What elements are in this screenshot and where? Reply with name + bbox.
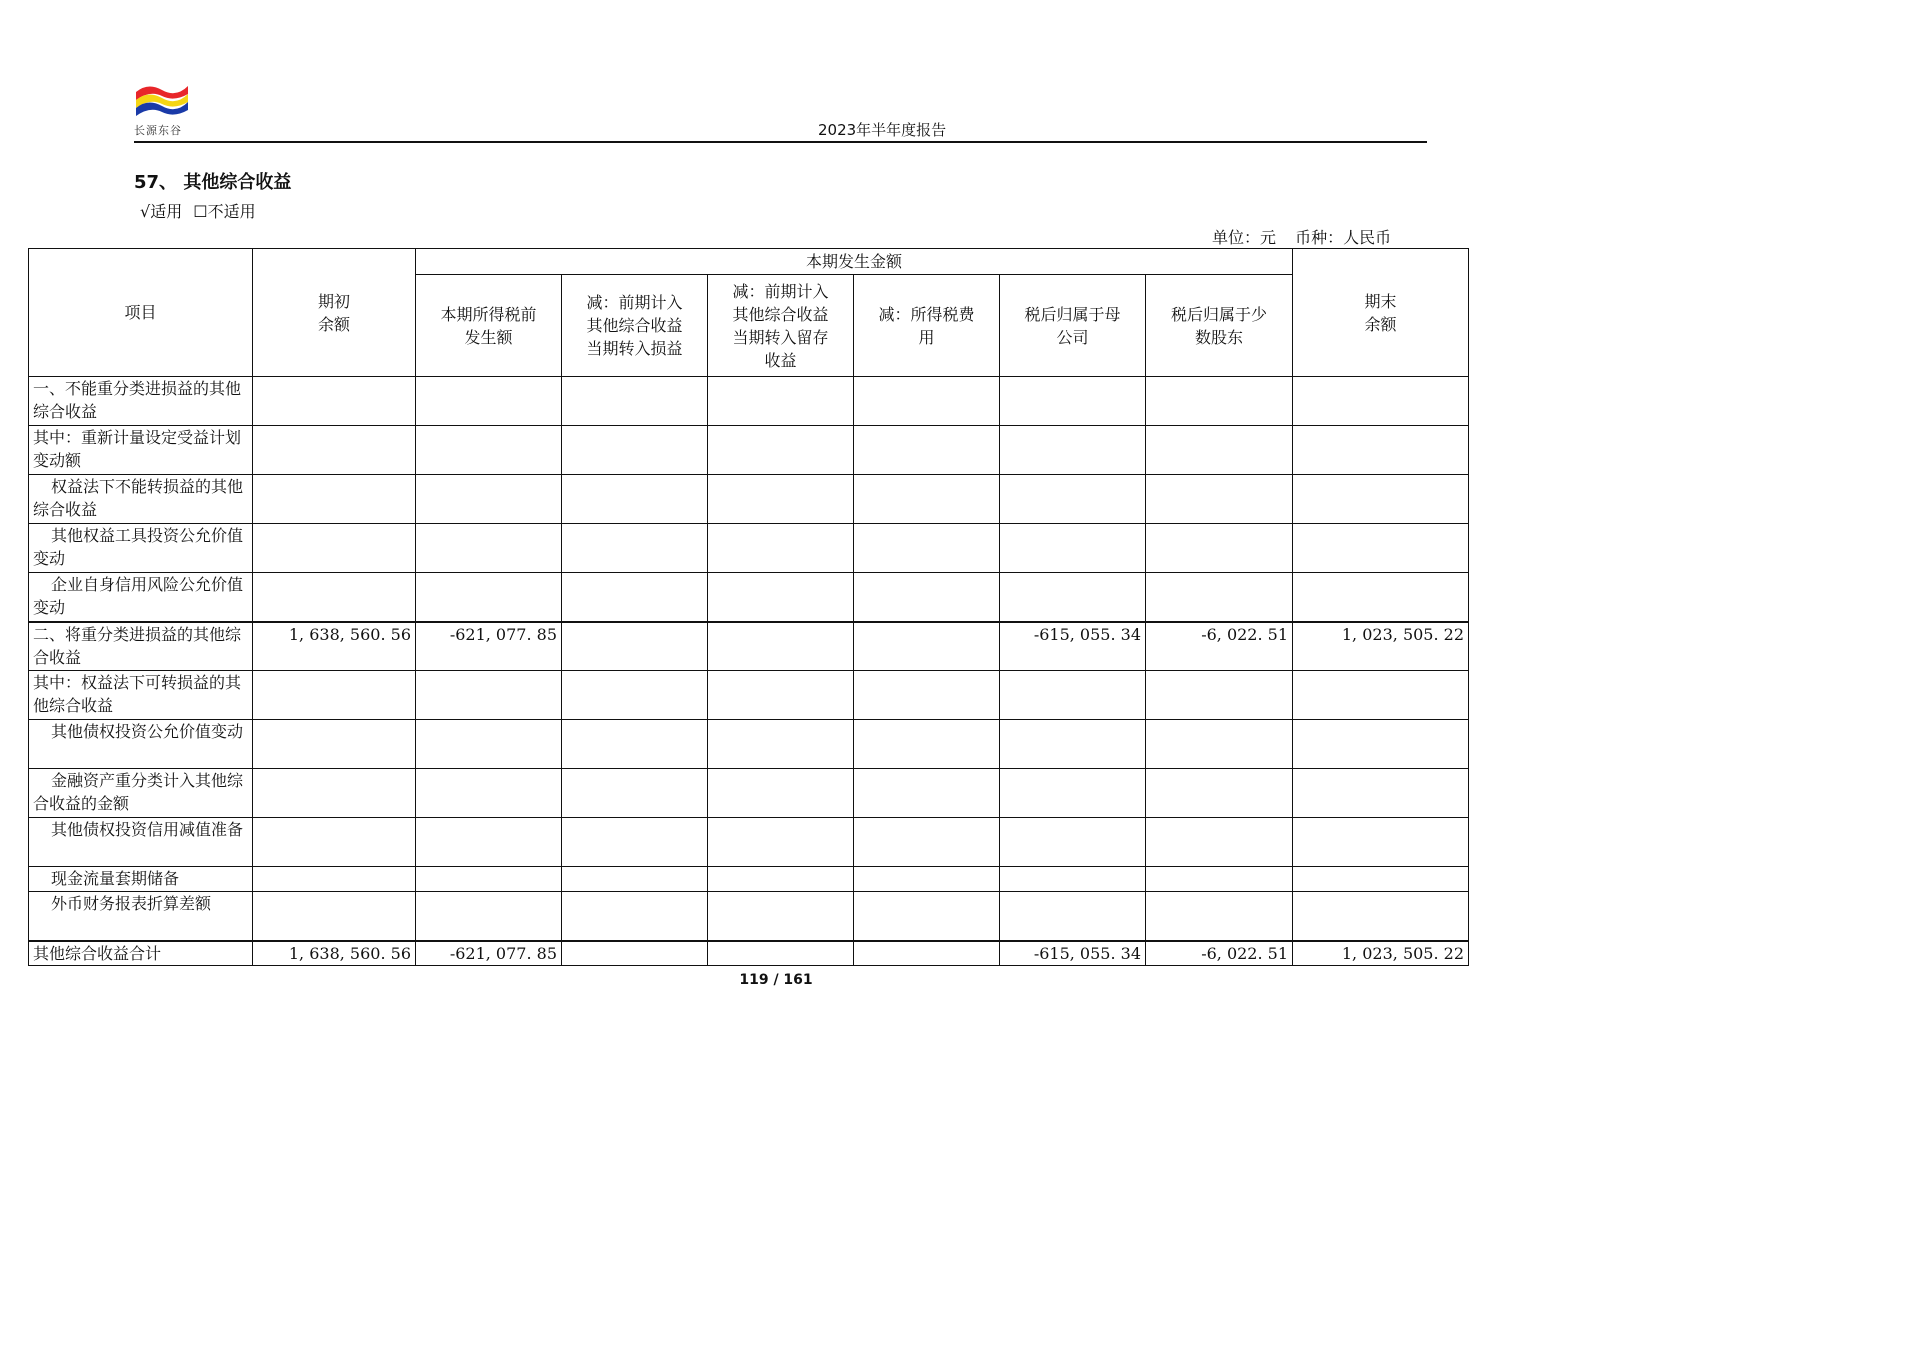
opening-cell: 1, 638, 560. 56 (253, 941, 416, 966)
minority-cell: -6, 022. 51 (1146, 622, 1293, 671)
parent-cell (1000, 426, 1146, 475)
row-label: 二、将重分类进损益的其他综合收益 (29, 622, 253, 671)
parent-cell: -615, 055. 34 (1000, 941, 1146, 966)
row-label: 外币财务报表折算差额 (29, 892, 253, 941)
company-logo (134, 80, 190, 138)
minority-cell: -6, 022. 51 (1146, 941, 1293, 966)
less-pl-cell (562, 671, 708, 720)
less-re-cell (708, 573, 854, 622)
parent-cell (1000, 769, 1146, 818)
header-after-tax-minority: 税后归属于少 数股东 (1146, 275, 1293, 377)
opening-cell: 1, 638, 560. 56 (253, 622, 416, 671)
less-re-cell (708, 867, 854, 892)
parent-cell (1000, 671, 1146, 720)
minority-cell (1146, 475, 1293, 524)
minority-cell (1146, 524, 1293, 573)
less-pl-cell (562, 867, 708, 892)
less-re-cell (708, 818, 854, 867)
pre-tax-cell (416, 524, 562, 573)
header-divider (134, 141, 1427, 143)
less-pl-cell (562, 426, 708, 475)
parent-cell (1000, 524, 1146, 573)
less-re-cell (708, 377, 854, 426)
less-tax-cell (854, 892, 1000, 941)
less-tax-cell (854, 941, 1000, 966)
less-re-cell (708, 769, 854, 818)
header-less-to-retained: 减：前期计入 其他综合收益 当期转入留存 收益 (708, 275, 854, 377)
less-pl-cell (562, 622, 708, 671)
pre-tax-cell (416, 818, 562, 867)
less-tax-cell (854, 475, 1000, 524)
less-re-cell (708, 671, 854, 720)
row-label: 一、不能重分类进损益的其他综合收益 (29, 377, 253, 426)
opening-cell (253, 377, 416, 426)
closing-cell (1293, 475, 1469, 524)
less-re-cell (708, 941, 854, 966)
parent-cell (1000, 867, 1146, 892)
less-re-cell (708, 475, 854, 524)
closing-cell (1293, 524, 1469, 573)
opening-cell (253, 573, 416, 622)
less-tax-cell (854, 622, 1000, 671)
less-pl-cell (562, 892, 708, 941)
currency-label: 币种：人民币 (1295, 228, 1392, 247)
table-row (29, 524, 1469, 573)
closing-cell (1293, 818, 1469, 867)
header-less-tax: 减：所得税费 用 (854, 275, 1000, 377)
parent-cell (1000, 720, 1146, 769)
less-pl-cell (562, 524, 708, 573)
header-current-period-group: 本期发生金额 (416, 249, 1293, 275)
pre-tax-cell: -621, 077. 85 (416, 622, 562, 671)
header-closing-balance: 期末 余额 (1293, 249, 1469, 377)
applicability-line (140, 199, 262, 222)
row-label: 现金流量套期储备 (29, 867, 253, 892)
table-row (29, 475, 1469, 524)
pre-tax-cell (416, 426, 562, 475)
unit-label: 单位：元 (1212, 228, 1277, 247)
closing-cell: 1, 023, 505. 22 (1293, 622, 1469, 671)
parent-cell (1000, 892, 1146, 941)
less-pl-cell (562, 769, 708, 818)
table-row (29, 867, 1469, 892)
flag-logo-icon (134, 80, 190, 120)
less-tax-cell (854, 818, 1000, 867)
opening-cell (253, 818, 416, 867)
opening-cell (253, 524, 416, 573)
row-label: 其中：权益法下可转损益的其他综合收益 (29, 671, 253, 720)
closing-cell (1293, 573, 1469, 622)
less-pl-cell (562, 720, 708, 769)
less-pl-cell (562, 818, 708, 867)
minority-cell (1146, 377, 1293, 426)
minority-cell (1146, 867, 1293, 892)
closing-cell (1293, 720, 1469, 769)
parent-cell (1000, 573, 1146, 622)
less-tax-cell (854, 524, 1000, 573)
page-number: 119 / 161 (739, 972, 813, 988)
minority-cell (1146, 892, 1293, 941)
header-pre-tax: 本期所得税前 发生额 (416, 275, 562, 377)
row-label: 其中：重新计量设定受益计划变动额 (29, 426, 253, 475)
closing-cell (1293, 426, 1469, 475)
opening-cell (253, 720, 416, 769)
header-less-to-pl: 减：前期计入 其他综合收益 当期转入损益 (562, 275, 708, 377)
table-row (29, 892, 1469, 941)
pre-tax-cell (416, 769, 562, 818)
minority-cell (1146, 818, 1293, 867)
row-label: 其他综合收益合计 (29, 941, 253, 966)
header-item: 项目 (29, 249, 253, 377)
less-pl-cell (562, 475, 708, 524)
header-after-tax-parent: 税后归属于母 公司 (1000, 275, 1146, 377)
report-title: 2023年半年度报告 (818, 121, 947, 139)
closing-cell (1293, 867, 1469, 892)
less-pl-cell (562, 377, 708, 426)
less-tax-cell (854, 671, 1000, 720)
less-re-cell (708, 892, 854, 941)
closing-cell: 1, 023, 505. 22 (1293, 941, 1469, 966)
table-row (29, 941, 1469, 966)
row-label: 金融资产重分类计入其他综合收益的金额 (29, 769, 253, 818)
row-label: 其他权益工具投资公允价值变动 (29, 524, 253, 573)
less-re-cell (708, 720, 854, 769)
table-row (29, 671, 1469, 720)
row-label: 其他债权投资信用减值准备 (29, 818, 253, 867)
not-applicable-option: ☐不适用 (193, 202, 256, 221)
pre-tax-cell (416, 720, 562, 769)
pre-tax-cell (416, 475, 562, 524)
table-row (29, 769, 1469, 818)
pre-tax-cell (416, 671, 562, 720)
less-pl-cell (562, 941, 708, 966)
logo-text: 长源东谷 (134, 124, 182, 137)
pre-tax-cell (416, 377, 562, 426)
row-label: 权益法下不能转损益的其他综合收益 (29, 475, 253, 524)
pre-tax-cell (416, 892, 562, 941)
opening-cell (253, 426, 416, 475)
less-tax-cell (854, 769, 1000, 818)
less-pl-cell (562, 573, 708, 622)
minority-cell (1146, 573, 1293, 622)
less-re-cell (708, 622, 854, 671)
opening-cell (253, 769, 416, 818)
table-row (29, 377, 1469, 426)
header-opening-balance: 期初 余额 (253, 249, 416, 377)
less-tax-cell (854, 426, 1000, 475)
minority-cell (1146, 426, 1293, 475)
parent-cell (1000, 818, 1146, 867)
table-row (29, 622, 1469, 671)
row-label: 其他债权投资公允价值变动 (29, 720, 253, 769)
less-tax-cell (854, 377, 1000, 426)
opening-cell (253, 892, 416, 941)
row-label: 企业自身信用风险公允价值变动 (29, 573, 253, 622)
closing-cell (1293, 671, 1469, 720)
less-tax-cell (854, 867, 1000, 892)
table-row (29, 720, 1469, 769)
unit-currency-line (1212, 225, 1405, 248)
parent-cell (1000, 475, 1146, 524)
minority-cell (1146, 769, 1293, 818)
pre-tax-cell: -621, 077. 85 (416, 941, 562, 966)
parent-cell (1000, 377, 1146, 426)
less-re-cell (708, 426, 854, 475)
opening-cell (253, 671, 416, 720)
other-comprehensive-income-table (28, 248, 1469, 966)
minority-cell (1146, 671, 1293, 720)
less-tax-cell (854, 720, 1000, 769)
minority-cell (1146, 720, 1293, 769)
less-re-cell (708, 524, 854, 573)
applicable-option: √适用 (140, 202, 183, 221)
less-tax-cell (854, 573, 1000, 622)
closing-cell (1293, 377, 1469, 426)
closing-cell (1293, 769, 1469, 818)
table-row (29, 818, 1469, 867)
parent-cell: -615, 055. 34 (1000, 622, 1146, 671)
opening-cell (253, 475, 416, 524)
section-title: 57、 其他综合收益 (134, 172, 292, 193)
closing-cell (1293, 892, 1469, 941)
opening-cell (253, 867, 416, 892)
table-row (29, 426, 1469, 475)
pre-tax-cell (416, 573, 562, 622)
table-row (29, 573, 1469, 622)
pre-tax-cell (416, 867, 562, 892)
